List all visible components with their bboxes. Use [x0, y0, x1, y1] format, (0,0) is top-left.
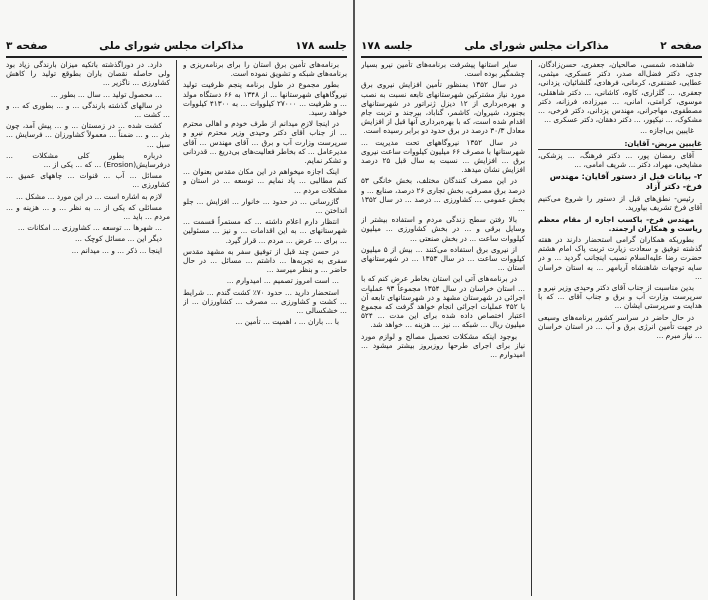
paragraph: شاهنده، شمسی، صالحیان، جعفری، حسن‌زادگان، جدی، دکتر فضل‌اله صدر، دکتر عسکری، میثمی، عطایی، غضنفری، کرمانی، فرهادی، گلشائیان، یزدانی، جعفری، ... گلزاری، کاوه، کاشانی، ... دکتر شاهقلی، موسوی، کرامتی، امانی، ... میرزاده، فرزانه، دکتر مصطفوی، مهاجرانی، مهندس یزدانی، دکتر فرخی، ... مشکوک، ... نیکپور، ... دکتر دهقان، دکتر عسکری ... — [538, 60, 702, 125]
page-header-title: مذاکرات مجلس شورای ملی — [464, 40, 609, 52]
paragraph: از نیروی برق استفاده می‌کنند ... بیش از ۵ میلیون کیلووات ساعت ... در سال ۱۳۵۳ ... در شهرستانهای استان ... — [361, 244, 525, 273]
paragraph: ... محصول تولید ... سال ... بطور ... — [50, 89, 162, 99]
paragraph: ... است امروز تصمیم ... امیدوارم ... — [226, 276, 339, 286]
paragraph: مسائلی که یکی از ... به نظر ... و ... هزینه و ... مردم ... باید ... — [6, 202, 170, 222]
section-heading: ۲- بیانات قبل از دستور آقایان: مهندس فرخ- دکتر آزاد — [549, 172, 702, 192]
paragraph: بالا رفتن سطح زندگی مردم و استفاده بیشتر از وسایل برقی و ... در بخش کشاورزی ... میلیون کیلووات ساعت ... در بخش صنعتی ... — [361, 215, 525, 243]
columns — [6, 60, 347, 596]
paragraph: مهندس فرخ- باکسب اجازه از مقام معظم ریاست و همکاران ارجمند. — [538, 214, 702, 233]
paragraph: برنامه‌های تأمین برق استان را برای برنامه‌ریزی و برنامه‌های شبکه و تشویق نموده است. — [183, 60, 347, 79]
paragraph: در این مصرف کنندگان مختلف، بخش خانگی ۵۳ درصد برق مصرفی، بخش تجاری ۲۶ درصد، صنایع ... و بخش عمومی ... کشاورزی ... درصد ... در سال ۱۳۵۲ ... — [361, 176, 525, 214]
paragraph: درباره بطور کلی مشکلات ... درفرسایش(Erosion) ... که ... یکی از ... — [6, 150, 170, 170]
column-divider — [176, 60, 177, 596]
paragraph: بوجود اینکه مشکلات تحصیل مصالح و لوازم مورد نیاز برای اجرای طرحها روزبروز بیشتر میشود ... امیدوارم ... — [361, 331, 525, 360]
session-number: جلسه ۱۷۸ — [295, 40, 347, 52]
paragraph: با ... باران ... ، اهمیت ... تأمین ... — [235, 317, 339, 327]
page-2 — [355, 0, 708, 600]
session-number: جلسه ۱۷۸ — [361, 40, 413, 52]
paragraph: در سالهای گذشته بارندگی ... و ... بطوری که ... و ... کشت ... — [6, 100, 170, 120]
paragraph: بدین مناسبت از جناب آقای دکتر وحیدی وزیر نیرو و سرپرست وزارت آب و برق و جناب آقای ... که با هدایت و سرپرستی ایشان ... — [538, 283, 702, 311]
paragraph: آقای رمضان پور، ... دکتر فرهنگ، ... پزشکی، مشایخی، مهراد، دکتر ... شریف امامی، ... — [538, 150, 702, 170]
paragraph: در برنامه‌های آتی این استان بخاطر عرض کنم که با ... استان خراسان در سال ۱۳۵۴ مجموعاً ۹۳ عملیات اجرائی در شهرستان مشهد و در شهرستانهای تابعه آن با ۴۵۲ عملیات اجرائی انجام خواهد گرفت که مجموع اعتبار اختصاص داده شده برای این مدت ... ۵۲۴ میلیون ریال ... شبکه ... نیز ... هزینه ... خواهد شد. — [361, 274, 525, 330]
paragraph: گازرسانی ... در حدود ... خانوار ... افزایش ... جلو انداختن ... — [183, 196, 347, 216]
header-rule — [361, 56, 702, 58]
paragraph: کشت شده ... در زمستان ... و ... پیش آمد، چون بذر ... و ... ضمناً ... معمولاً کشاورزان ... فرسایش ... سیل ... — [6, 121, 170, 149]
paragraph: اینجا ... ذکر ... و ... میدانم ... — [71, 245, 162, 255]
page-3 — [0, 0, 353, 600]
paragraph: در سال ۱۳۵۲ بمنظور تأمین افزایش نیروی برق مورد نیاز مشترکین شهرستانهای تابعه نسبت به نصب و بهره‌برداری از ۱۲ دیزل ژنراتور در شهرستانهای بجنورد، شیروان، کاشمر، گناباد، بیرجند و تربت جام اقدام شده است، که با بهره‌برداری آنها قبل از افزایش معادل ۳۰/۳ درصد در برق حدود دو برابر رسیده است. — [361, 80, 525, 136]
paragraph: رئیس- نطق‌های قبل از دستور را شروع می‌کنیم آقای فرخ تشریف بیاورید. — [538, 194, 702, 213]
page-header — [6, 38, 347, 54]
paragraph: بطور مجموع در طول برنامه پنجم ظرفیت تولید نیروگاههای شهرستانها ... از ۱۳۴۸ به ۶۶ دستگاه مولد ... و ظرفیت ... ۲۷۰۰۰ کیلووات ... به ۴۱۳۰۰ کیلووات خواهد رسید. — [183, 80, 347, 118]
paragraph: دارد. در دوراگذشته باتکیه میزان بارندگی زیاد بود ولی حاصله نقصان باران بطوقع تولید را کاهش کشاورزی ... ناگزیر ... — [6, 60, 170, 88]
paragraph: اینک اجازه میخواهم در این مکان مقدس بعنوان ... کنم مطالبی ... یاد نمایم ... توسعه ... در استان و مشکلات مردم ... — [183, 167, 347, 195]
paragraph: غایبین بی‌اجازه ... — [640, 126, 694, 136]
column-right — [538, 60, 702, 596]
paragraph: در اینجا لازم میدانم از طرف خودم و اهالی محترم ... از جناب آقای دکتر وحیدی وزیر محترم نیرو و سرپرست وزارت آب و برق ... آقای مهندس ... آقای مدیرعامل ... که بخاطر فعالیت‌های بی‌دریغ ... قدردانی و تشکر نمایم. — [183, 119, 347, 166]
paragraph: لازم به اشاره است ... در این مورد ... مشکل ... — [15, 191, 162, 201]
page-header-title: مذاکرات مجلس شورای ملی — [99, 40, 244, 52]
paragraph: استحضار دارید ... حدود ۷۰٪ کشت گندم ... شرایط ... کشت و کشاورزی ... مصرف ... کشاورزان ... از ... خشکسالی ... — [183, 287, 347, 316]
page-number: صفحه ۳ — [6, 40, 48, 52]
paragraph: بطوریکه همکاران گرامی استحضار دارند در هفته گذشته توفیق و سعادت زیارت تربت پاک امام هشتم حضرت رضا علیه‌السلام نصیب اینجانب گردید ... و در سایه توجهات شاهنشاه آریامهر ... به استان خراسان ... — [538, 235, 702, 281]
page-header — [361, 38, 702, 54]
column-divider — [531, 60, 532, 596]
column-left — [361, 60, 525, 596]
paragraph: انتظار دارم اعلام داشته ... که مستمراً قسمت ... شهرستانهای ... به این اقدامات ... و نیز ... مسئولین ... برای ... عرض ... مردم ... قرار گیرد. — [183, 217, 347, 245]
columns — [361, 60, 702, 596]
header-rule — [6, 56, 347, 58]
paragraph: ... شهرها ... توسعه ... کشاورزی ... امکانات ... — [17, 223, 162, 233]
paragraph: دیگر این ... مسائل کوچک ... — [75, 234, 162, 244]
column-right — [183, 60, 347, 596]
paragraph: در حسن چند قبل از توفیق سفر به مشهد مقدس سفری به تجربه‌ها ... داشتم ... مسائل ... در حال حاضر ... و بنظر میرسد ... — [183, 246, 347, 275]
paragraph: مسائل ... آب ... قنوات ... چاههای عمیق ... کشاورزی ... — [6, 171, 170, 190]
paragraph: در حال حاضر در سراسر کشور برنامه‌های وسیعی در جهت تأمین انرژی برق و آب ... در استان خراسان ... نیاز مبرم ... — [538, 312, 702, 341]
section-heading: غایبین مریض- آقایان: — [538, 139, 702, 150]
paragraph: سایر استانها پیشرفت برنامه‌های تأمین نیرو بسیار چشمگیر بوده است. — [361, 60, 525, 79]
page-number: صفحه ۲ — [660, 40, 702, 52]
paragraph: در سال ۱۳۵۲ نیروگاههای تحت مدیریت ... شهرستانها با مصرف ۶۶ میلیون کیلووات ساعت نیروی برق ... افزایش ... نسبت به سال قبل ۲۵ درصد افزایش نشان میدهد. — [361, 137, 525, 175]
column-left — [6, 60, 170, 596]
